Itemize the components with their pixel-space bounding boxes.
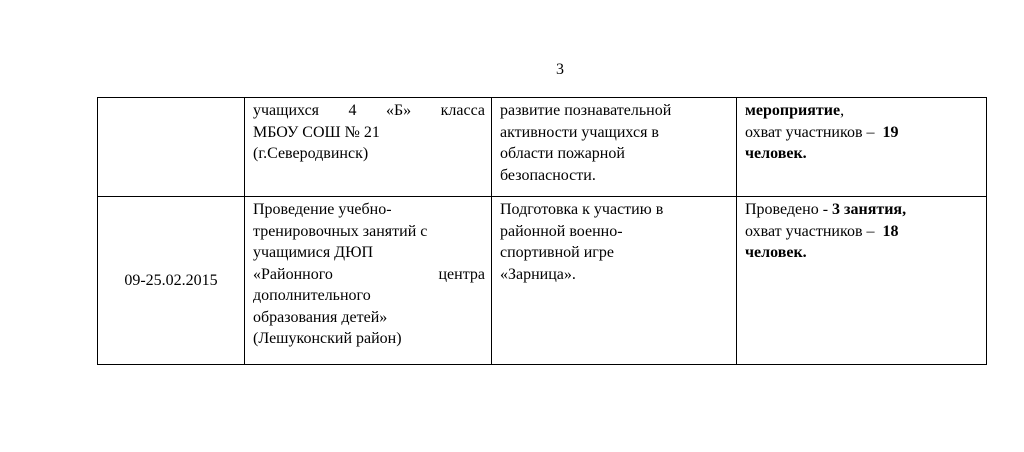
- result-line: [745, 122, 980, 144]
- event-line: учащихся 4 «Б» класса: [253, 102, 485, 119]
- goal-line: спортивной игре: [500, 244, 614, 261]
- table-row: [98, 98, 987, 197]
- result-cell: [737, 98, 987, 197]
- event-line: «Районного центра: [253, 265, 485, 283]
- goal-cell: [492, 197, 737, 365]
- result-coverage-text: охват участников –: [745, 123, 875, 141]
- table-row: [98, 197, 987, 365]
- result-comma: ,: [840, 102, 845, 119]
- result-coverage-text: охват участников –: [745, 222, 875, 240]
- event-line: (Лешуконский район): [253, 330, 402, 347]
- goal-line: «Зарница».: [500, 265, 576, 283]
- goal-line: районной военно-: [500, 222, 623, 240]
- result-sessions: 3 занятия,: [832, 201, 907, 218]
- result-participant-count: 18: [882, 222, 899, 240]
- result-people-word: человек.: [745, 145, 807, 162]
- result-conducted-text: Проведено -: [745, 201, 829, 218]
- report-table: [97, 97, 987, 365]
- result-line: [745, 199, 980, 221]
- event-line: тренировочных занятий с: [253, 222, 428, 240]
- goal-line: активности учащихся в: [500, 123, 659, 141]
- event-cell: [245, 98, 492, 197]
- goal-line: области пожарной: [500, 145, 625, 162]
- event-line: дополнительного: [253, 287, 371, 304]
- result-line: [745, 100, 980, 122]
- date-cell: 09-25.02.2015: [98, 197, 245, 365]
- goal-cell: [492, 98, 737, 197]
- result-participant-count: 19: [882, 123, 899, 141]
- goal-line: развитие познавательной: [500, 102, 672, 119]
- event-cell: [245, 197, 492, 365]
- result-cell: [737, 197, 987, 365]
- goal-line: Подготовка к участию в: [500, 201, 664, 218]
- page-number: 3: [556, 61, 564, 78]
- event-line: образования детей»: [253, 308, 388, 326]
- event-line: МБОУ СОШ № 21: [253, 123, 380, 141]
- result-people-word: человек.: [745, 244, 807, 261]
- goal-line: безопасности.: [500, 166, 596, 184]
- date-cell: [98, 98, 245, 197]
- event-line: Проведение учебно-: [253, 201, 392, 218]
- result-event-word: мероприятие: [745, 102, 841, 119]
- event-line: учащимися ДЮП: [253, 244, 374, 261]
- event-line: (г.Северодвинск): [253, 145, 369, 162]
- result-line: [745, 221, 980, 243]
